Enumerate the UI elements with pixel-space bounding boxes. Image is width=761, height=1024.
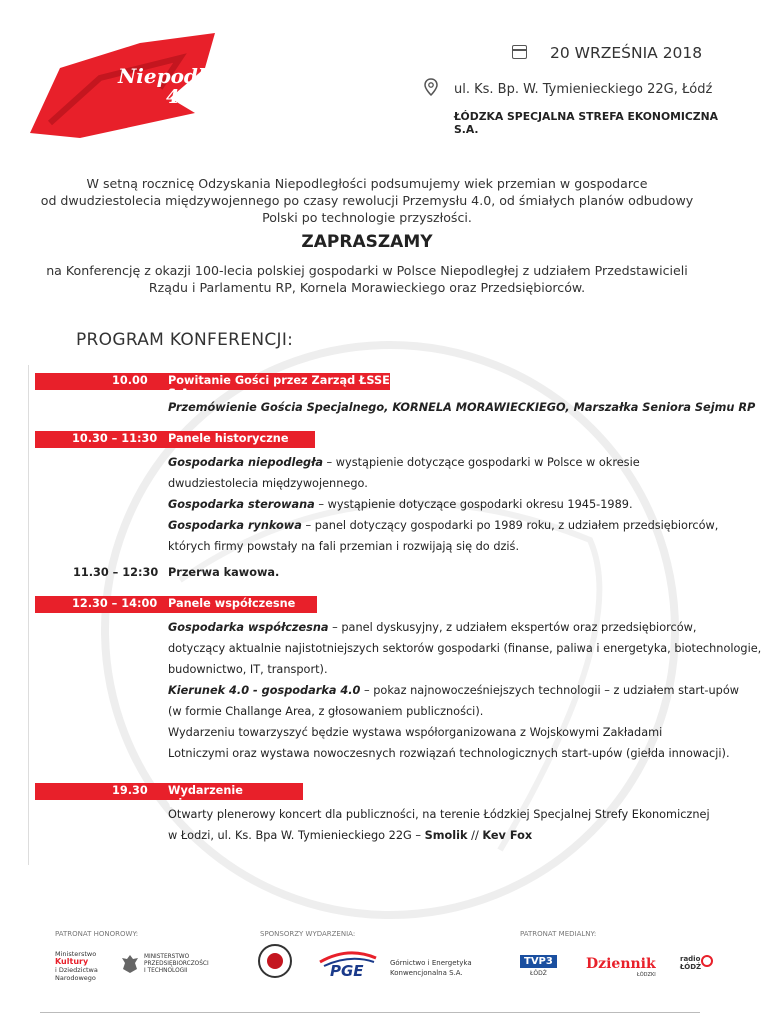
s4-line-6: Wydarzeniu towarzyszyć będzie wystawa współorganizowana z Wojskowymi Zakładami (168, 726, 663, 739)
s2-line-4: Gospodarka rynkowa – panel dotyczący gospodarki po 1989 roku, z udziałem przedsiębiorców, (168, 519, 719, 532)
dziennik-logo: Dziennik ŁÓDZKI (586, 956, 656, 978)
session-time-4: 12.30 – 14:00 (72, 597, 158, 610)
radio-lodz-logo: radio ŁÓDŹ (680, 955, 702, 971)
organizer: ŁÓDZKA SPECJALNA STREFA EKONOMICZNA S.A. (454, 110, 719, 136)
event-date: 20 WRZEŚNIA 2018 (550, 44, 703, 62)
pge-subtitle: Górnictwo i Energetyka Konwencjonalna S.A. (390, 959, 472, 977)
intro-line-2: od dwudziestolecia międzywojennego po czasy rewolucji Przemysłu 4.0, od śmiałych planów odbudowy (40, 193, 694, 208)
program-title: PROGRAM KONFERENCJI: (76, 330, 294, 350)
s4-line-2: dotyczący aktualnie najistotniejszych sektorów gospodarki (finanse, paliwa i energetyka, biotechnologie, (168, 642, 761, 655)
s4-line-4: Kierunek 4.0 - gospodarka 4.0 – pokaz najnowocześniejszych technologii – z udziałem start-upów (168, 684, 739, 697)
s4-line-7: Lotniczymi oraz wystawa nowoczesnych rozwiązań technologicznych start-upów (giełda innowacji). (168, 747, 730, 760)
intro-line-3: Polski po technologie przyszłości. (262, 210, 472, 225)
logo-title: Niepodległa (118, 64, 253, 88)
calendar-icon (512, 45, 527, 59)
s2-line-5: których firmy powstały na fali przemian i rozwijają się do dziś. (168, 540, 520, 553)
s4-line-1: Gospodarka współczesna – panel dyskusyjny, z udziałem ekspertów oraz przedsiębiorców, (168, 621, 697, 634)
session-time-5: 19.30 (112, 784, 148, 797)
tvp3-logo: TVP3 ŁÓDŹ (520, 955, 557, 977)
session-title-5: Wydarzenie wieczorne (168, 784, 243, 810)
session-time-3: 11.30 – 12:30 (73, 566, 159, 579)
invite-heading: ZAPRASZAMY (301, 232, 433, 252)
event-address: ul. Ks. Bp. W. Tymienieckiego 22G, Łódź (454, 82, 713, 97)
s2-line-2: dwudziestolecia międzywojennego. (168, 477, 368, 490)
sponsor-emblem-icon (258, 944, 292, 978)
intro-line-4: na Konferencję z okazji 100-lecia polskiej gospodarki w Polsce Niepodległej z udziałem Przedstawicieli (46, 263, 688, 278)
s4-line-5: (w formie Challange Area, z głosowaniem publiczności). (168, 705, 484, 718)
session-time-2: 10.30 – 11:30 (72, 432, 158, 445)
intro-line-5: Rządu i Parlamentu RP, Kornela Morawieckiego oraz Przedsiębiorców. (148, 280, 586, 295)
mkidn-logo: Ministerstwo Kultury i Dziedzictwa Narodowego (55, 950, 98, 982)
logo (20, 28, 253, 143)
session-bar-1 (35, 373, 390, 400)
media-patronage-label: PATRONAT MEDIALNY: (520, 930, 597, 938)
s5-line-2: w Łodzi, ul. Ks. Bpa W. Tymienieckiego 22G – Smolik // Kev Fox (168, 829, 533, 842)
location-pin-icon (424, 78, 438, 100)
session-bar-5 (35, 783, 303, 810)
session-title-1: Powitanie Gości przez Zarząd ŁSSE S.A. (168, 374, 390, 400)
session-title-4: Panele współczesne (168, 597, 296, 610)
s1-line-1: Przemówienie Gościa Specjalnego, KORNELA MORAWIECKIEGO, Marszałka Seniora Sejmu RP (168, 401, 756, 414)
s2-line-3: Gospodarka sterowana – wystąpienie dotyczące gospodarki okresu 1945-1989. (168, 498, 633, 511)
mpit-logo: MINISTERSTWO PRZEDSIĘBIORCZOŚCI I TECHNOLOGII (144, 954, 209, 974)
eagle-icon (120, 953, 140, 975)
session-title-3: Przerwa kawowa. (168, 566, 280, 579)
s4-line-3: budownictwo, IT, transport). (168, 663, 328, 676)
session-bar-2 (35, 431, 315, 448)
honor-patronage-label: PATRONAT HONOROWY: (55, 930, 139, 938)
left-rule (28, 365, 29, 865)
pge-logo: PGE (330, 962, 364, 980)
s2-line-1: Gospodarka niepodległa – wystąpienie dotyczące gospodarki w Polsce w okresie (168, 456, 640, 469)
radio-wave-icon (701, 955, 713, 967)
session-time-1: 10.00 (112, 374, 148, 387)
logo-subtitle: 4.0 (166, 86, 200, 108)
session-title-2: Panele historyczne (168, 432, 289, 445)
s5-line-1: Otwarty plenerowy koncert dla publiczności, na terenie Łódzkiej Specjalnej Strefy Ekonomicznej (168, 808, 710, 821)
bottom-rule (40, 1012, 700, 1013)
sponsors-label: SPONSORZY WYDARZENIA: (260, 930, 356, 938)
session-bar-4 (35, 596, 317, 613)
intro-line-1: W setną rocznicę Odzyskania Niepodległości podsumujemy wiek przemian w gospodarce (86, 176, 648, 191)
